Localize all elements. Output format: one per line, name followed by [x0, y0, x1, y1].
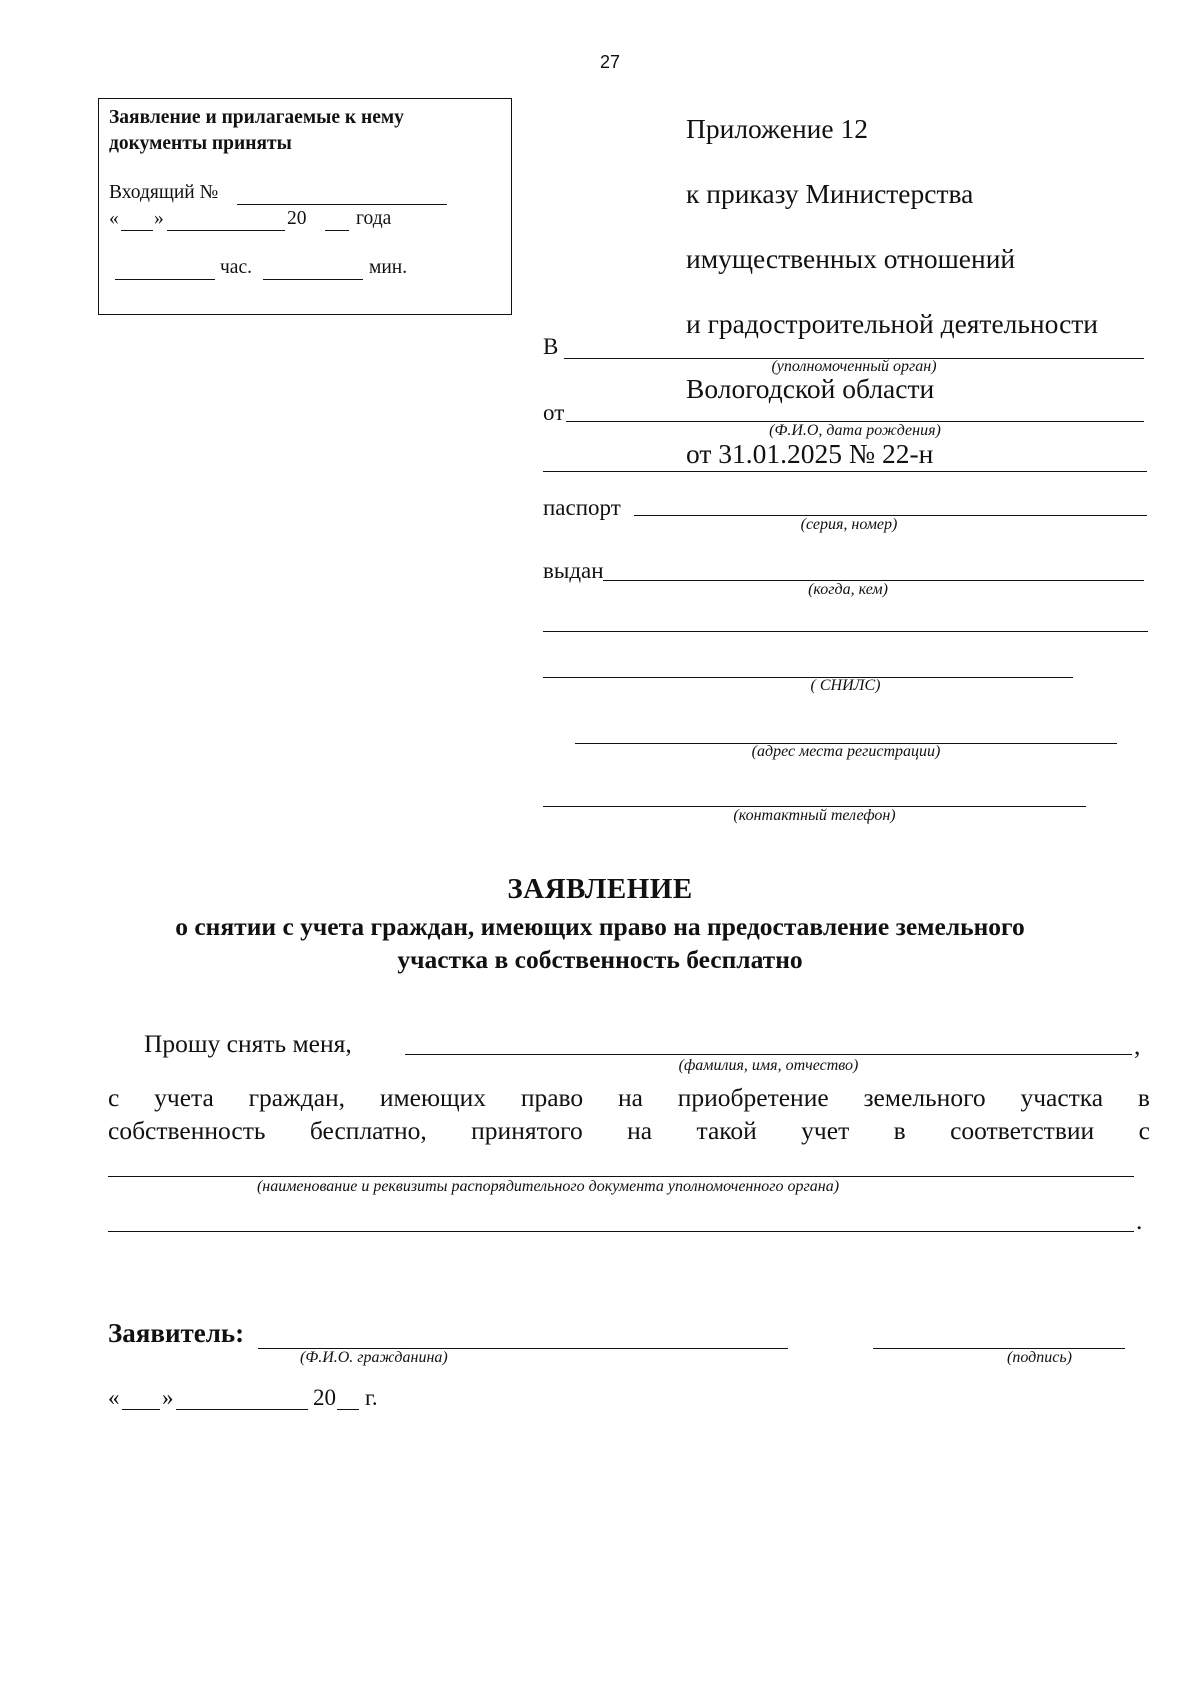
signature-caption: (подпись) — [1007, 1349, 1072, 1366]
date-year-suffix: г. — [365, 1385, 378, 1410]
stamp-year-field[interactable] — [325, 230, 349, 231]
stamp-quote-open: « — [109, 208, 119, 229]
request-text: Прошу снять меня, — [144, 1029, 352, 1058]
date-quote-close: » — [162, 1385, 174, 1410]
issued-caption: (когда, кем) — [808, 581, 888, 598]
appendix-line: к приказу Министерства — [686, 177, 974, 209]
appendix-line: от 31.01.2025 № 22-н — [686, 437, 934, 469]
snils-caption: ( СНИЛС) — [810, 677, 881, 694]
stamp-day-field[interactable] — [121, 230, 153, 231]
acceptance-stamp-box — [98, 98, 512, 315]
passport-caption: (серия, номер) — [800, 516, 898, 533]
body-word: учета — [154, 1083, 214, 1112]
body-word: принятого — [471, 1116, 583, 1145]
body-word: на — [627, 1116, 653, 1145]
body-word: право — [520, 1083, 584, 1112]
incoming-number-label: Входящий № — [109, 182, 219, 203]
stamp-hours-label: час. — [220, 257, 252, 278]
request-comma: , — [1134, 1031, 1141, 1060]
body-word: собственность — [108, 1116, 266, 1145]
appendix-line: имущественных отношений — [686, 242, 1016, 274]
body-word: такой — [696, 1116, 757, 1145]
authority-caption: (уполномоченный орган) — [771, 358, 937, 375]
date-month-field[interactable] — [176, 1409, 308, 1410]
body-word: с — [1138, 1116, 1150, 1145]
stamp-year-suffix: года — [356, 208, 392, 229]
body-word: в — [1137, 1083, 1150, 1112]
incoming-number-field[interactable] — [237, 204, 447, 205]
body-word: земельного — [863, 1083, 986, 1112]
body-line-1 — [108, 1083, 1150, 1113]
stamp-minutes-label: мин. — [369, 257, 408, 278]
body-line-2 — [108, 1116, 1150, 1146]
body-word: учет — [801, 1116, 850, 1145]
document-subtitle-line1: о снятии с учета граждан, имеющих право на предоставление земельного — [175, 912, 1025, 941]
body-word: имеющих — [379, 1083, 487, 1112]
issued-label: выдан — [543, 558, 604, 583]
body-word: участка — [1020, 1083, 1104, 1112]
body-word: приобретение — [677, 1083, 829, 1112]
full-name-field[interactable] — [405, 1054, 1132, 1055]
body-word: бесплатно, — [309, 1116, 427, 1145]
appendix-line: Вологодской области — [686, 372, 935, 404]
document-details-field-2[interactable] — [108, 1231, 1134, 1232]
stamp-minutes-field[interactable] — [263, 279, 363, 280]
to-label: В — [543, 334, 559, 359]
body-word: соответствии — [950, 1116, 1095, 1145]
from-label: от — [543, 400, 565, 425]
stamp-month-field[interactable] — [167, 230, 285, 231]
appendix-line: Приложение 12 — [686, 112, 868, 144]
document-subtitle-line2: участка в собственность бесплатно — [397, 945, 803, 974]
stamp-quote-close: » — [154, 208, 164, 229]
document-title: ЗАЯВЛЕНИЕ — [507, 873, 693, 905]
issued-field-2[interactable] — [543, 631, 1148, 632]
applicant-name-field-2[interactable] — [543, 471, 1147, 472]
address-caption: (адрес места регистрации) — [751, 743, 941, 760]
phone-caption: (контактный телефон) — [733, 807, 896, 824]
applicant-fio-caption: (Ф.И.О. гражданина) — [300, 1349, 448, 1366]
applicant-label: Заявитель: — [108, 1318, 245, 1348]
passport-label: паспорт — [543, 495, 621, 520]
signature-field[interactable] — [873, 1348, 1125, 1349]
full-name-caption: (фамилия, имя, отчество) — [678, 1057, 859, 1074]
date-year-prefix: 20 — [313, 1385, 336, 1410]
applicant-name-caption: (Ф.И.О, дата рождения) — [769, 422, 941, 439]
stamp-title: Заявление и прилагаемые к нему документы приняты — [109, 107, 404, 154]
body-word: в — [893, 1116, 906, 1145]
body-word: граждан, — [248, 1083, 346, 1112]
document-details-caption: (наименование и реквизиты распорядительного документа уполномоченного органа) — [256, 1178, 840, 1195]
stamp-year-prefix: 20 — [287, 208, 307, 229]
page-number: 27 — [600, 52, 621, 72]
end-period: . — [1136, 1206, 1143, 1235]
appendix-line: и градостроительной деятельности — [686, 307, 1099, 339]
body-word: с — [108, 1083, 120, 1112]
document-details-field[interactable] — [108, 1176, 1134, 1177]
body-word: на — [617, 1083, 643, 1112]
date-year-field[interactable] — [337, 1409, 359, 1410]
stamp-hours-field[interactable] — [115, 279, 215, 280]
date-quote-open: « — [108, 1385, 120, 1410]
date-day-field[interactable] — [122, 1409, 160, 1410]
